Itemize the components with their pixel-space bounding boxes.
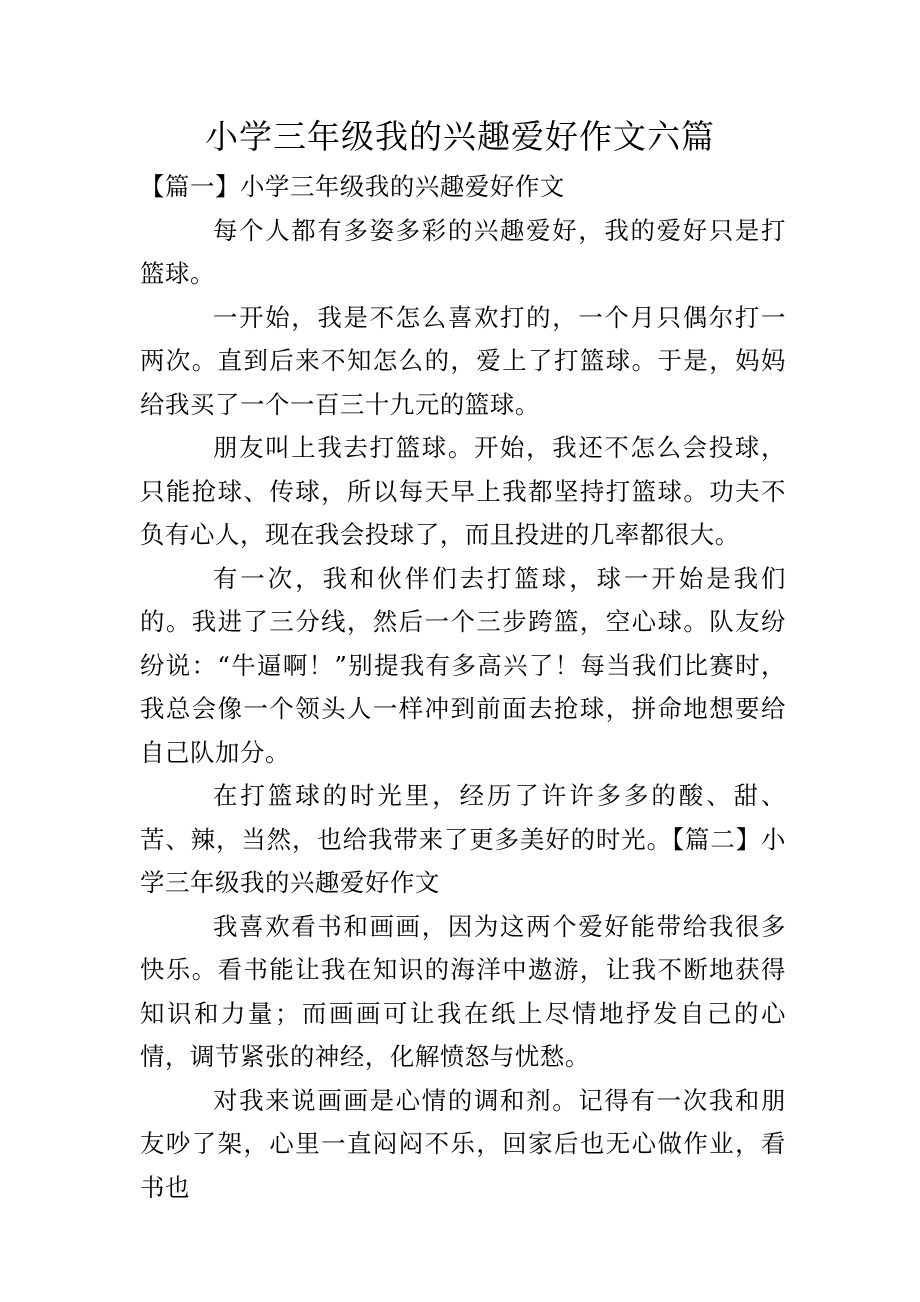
paragraph: 每个人都有多姿多彩的兴趣爱好，我的爱好只是打篮球。 [140,215,786,288]
paragraph: 一开始，我是不怎么喜欢打的，一个月只偶尔打一两次。直到后来不知怎么的，爱上了打篮球。于是，妈妈给我买了一个一百三十九元的篮球。 [140,302,786,419]
paragraph: 有一次，我和伙伴们去打篮球，球一开始是我们的。我进了三分线，然后一个三步跨篮，空心球。队友纷纷说：“牛逼啊！”别提我有多高兴了！每当我们比赛时，我总会像一个领头人一样冲到前面去抢球，拼命地想要给自己队加分。 [140,563,786,767]
paragraph: 朋友叫上我去打篮球。开始，我还不怎么会投球，只能抢球、传球，所以每天早上我都坚持打篮球。功夫不负有心人，现在我会投球了，而且投进的几率都很大。 [140,433,786,549]
paragraph: 我喜欢看书和画画，因为这两个爱好能带给我很多快乐。看书能让我在知识的海洋中遨游，让我不断地获得知识和力量；而画画可让我在纸上尽情地抒发自己的心情，调节紧张的神经，化解愤怒与忧愁。 [140,911,786,1071]
paragraph: 对我来说画画是心情的调和剂。记得有一次我和朋友吵了架，心里一直闷闷不乐，回家后也无心做作业，看书也 [140,1085,786,1202]
paragraph: 在打篮球的时光里，经历了许许多多的酸、甜、苦、辣，当然，也给我带来了更多美好的时光。【篇二】小学三年级我的兴趣爱好作文 [140,781,786,897]
section-heading-1: 【篇一】小学三年级我的兴趣爱好作文 [140,172,565,201]
document-title: 小学三年级我的兴趣爱好作文六篇 [205,117,715,156]
document-body [140,165,786,1209]
